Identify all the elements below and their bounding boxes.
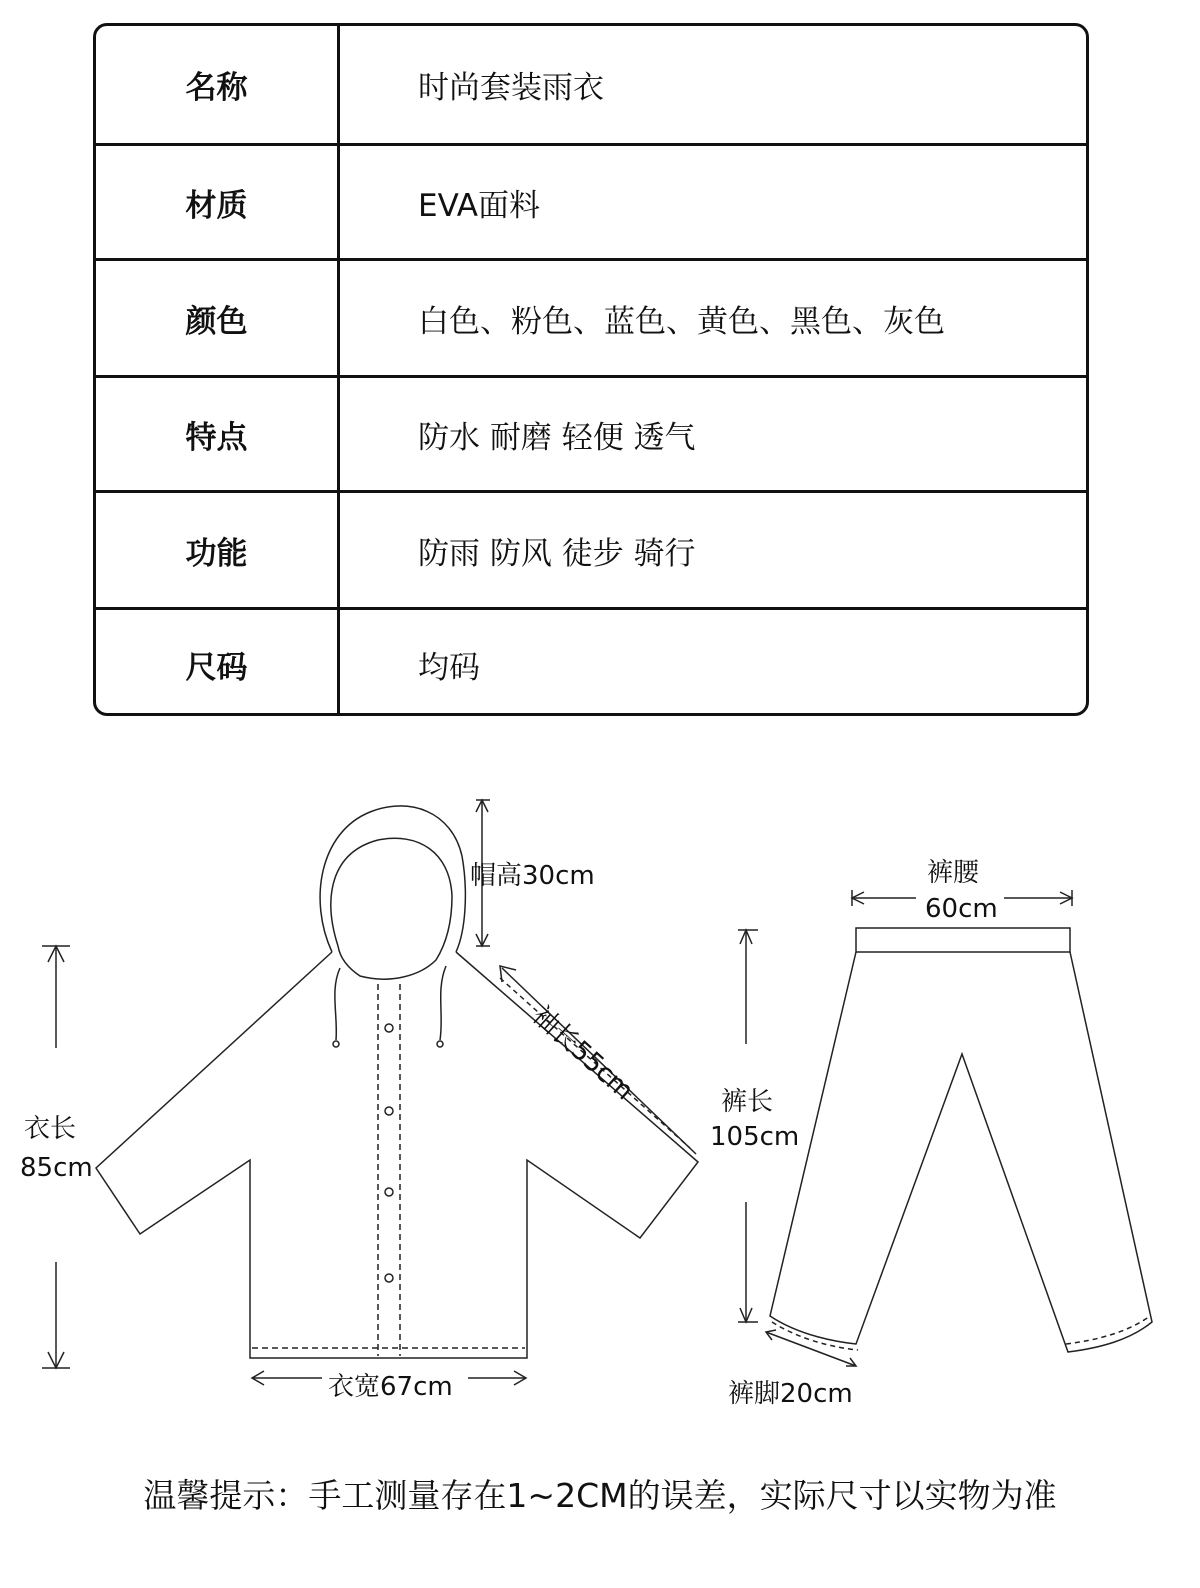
pants-outline <box>770 928 1152 1352</box>
pants-length-label: 裤长 <box>721 1087 774 1117</box>
pants-length-value: 105cm <box>710 1122 800 1152</box>
spec-row-material <box>96 143 1086 258</box>
spec-value: 均码 <box>418 650 480 686</box>
spec-table <box>93 23 1089 716</box>
footer-note: 温馨提示：手工测量存在1~2CM的误差，实际尺寸以实物为准 <box>143 1476 1057 1515</box>
spec-value: 防雨 防风 徒步 骑行 <box>418 535 696 572</box>
spec-row-color <box>96 258 1086 375</box>
spec-row-features <box>96 375 1086 490</box>
size-diagram <box>0 760 1200 1440</box>
spec-label: 颜色 <box>96 261 340 375</box>
waist-value: 60cm <box>925 894 998 924</box>
spec-value: EVA面料 <box>418 187 541 224</box>
spec-value: 时尚套装雨衣 <box>418 70 604 106</box>
coat-width-label: 衣宽67cm <box>328 1372 453 1402</box>
spec-label: 名称 <box>96 26 340 143</box>
spec-row-size <box>96 607 1086 716</box>
spec-label: 材质 <box>96 146 340 258</box>
pants-hem-label: 裤脚20cm <box>728 1379 853 1409</box>
spec-label: 功能 <box>96 493 340 607</box>
spec-row-name <box>96 26 1086 143</box>
spec-value: 白色、粉色、蓝色、黄色、黑色、灰色 <box>418 303 945 340</box>
spec-value: 防水 耐磨 轻便 透气 <box>418 419 696 456</box>
spec-label: 特点 <box>96 378 340 490</box>
sleeve-length-label: 袖长55cm <box>526 1000 640 1107</box>
hood-height-label: 帽高30cm <box>470 861 595 891</box>
coat-length-label: 衣长 <box>24 1114 77 1144</box>
waist-label: 裤腰 <box>927 858 980 888</box>
coat-length-value: 85cm <box>20 1153 93 1183</box>
spec-label: 尺码 <box>96 610 340 716</box>
spec-row-function <box>96 490 1086 607</box>
